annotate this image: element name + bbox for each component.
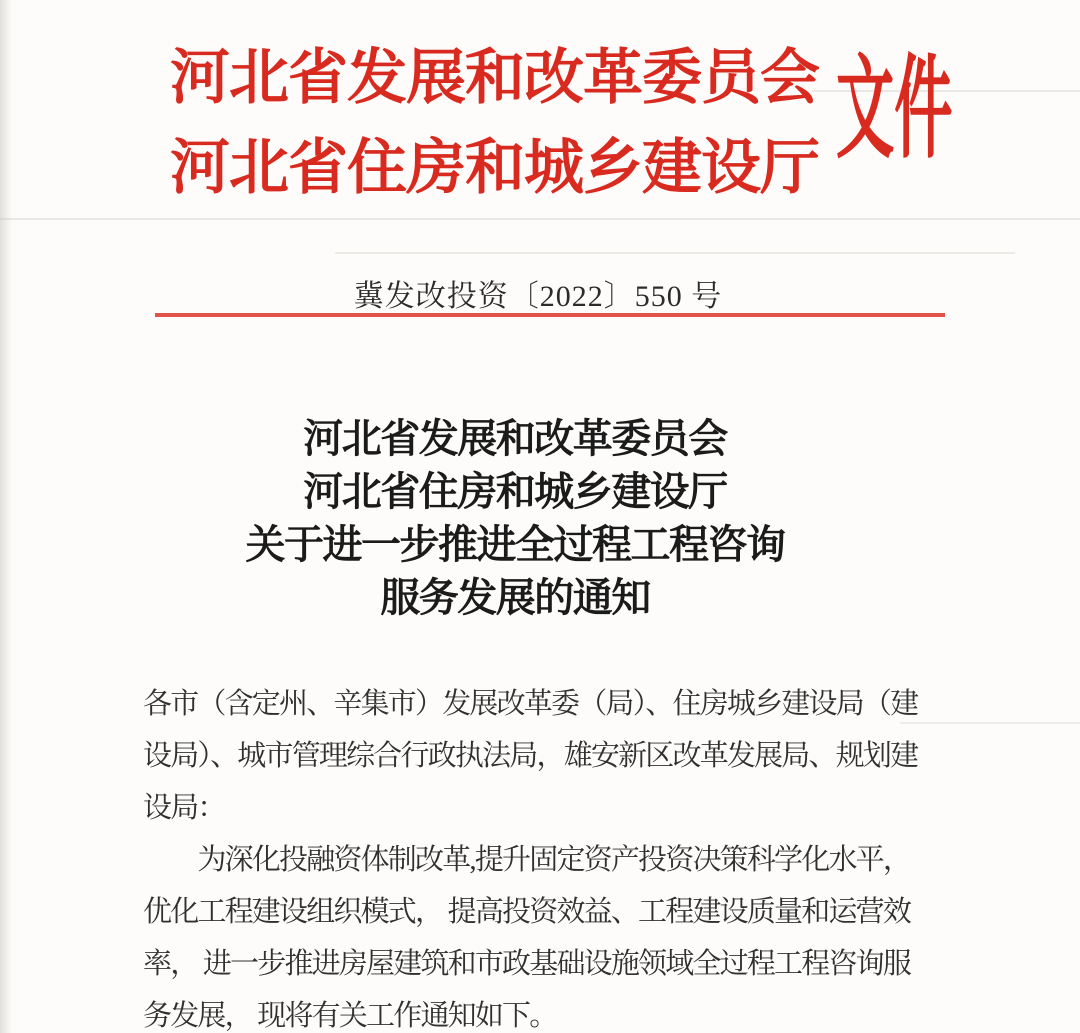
body-line-7: 务发展， 现将有关工作通知如下。: [143, 1000, 557, 1032]
scan-artifact-line: [335, 252, 1015, 254]
body-line-5: 优化工程建设组织模式， 提高投资效益、工程建设质量和运营效: [143, 896, 911, 928]
letterhead-doc-type-label: 文件: [836, 48, 953, 172]
letterhead-agency-line-2: 河北省住房和城乡建设厅: [170, 135, 819, 201]
body-line-6: 率， 进一步推进房屋建筑和市政基础设施领域全过程工程咨询服: [143, 948, 911, 980]
title-line-1: 河北省发展和改革委员会: [303, 416, 727, 461]
body-line-1: 各市（含定州、辛集市）发展改革委（局）、住房城乡建设局（建: [143, 688, 918, 720]
title-line-4: 服务发展的通知: [380, 575, 650, 620]
document-body: [143, 678, 943, 1033]
title-line-2: 河北省住房和城乡建设厅: [303, 469, 727, 514]
body-line-2: 设局）、城市管理综合行政执法局，雄安新区改革发展局、规划建: [143, 740, 918, 772]
red-divider-line: [155, 313, 945, 317]
body-line-3: 设局：: [143, 792, 225, 824]
document-reference-number: 冀发改投资〔2022〕550 号: [353, 280, 723, 313]
title-line-3: 关于进一步推进全过程工程咨询: [245, 522, 785, 567]
scan-artifact-line: [0, 218, 1080, 220]
letterhead-agency-line-1: 河北省发展和改革委员会: [170, 45, 819, 111]
document-title: [0, 412, 1030, 624]
letterhead-agency-names: [170, 33, 819, 213]
body-line-4: 为深化投融资体制改革,提升固定资产投资决策科学化水平，: [143, 844, 911, 876]
